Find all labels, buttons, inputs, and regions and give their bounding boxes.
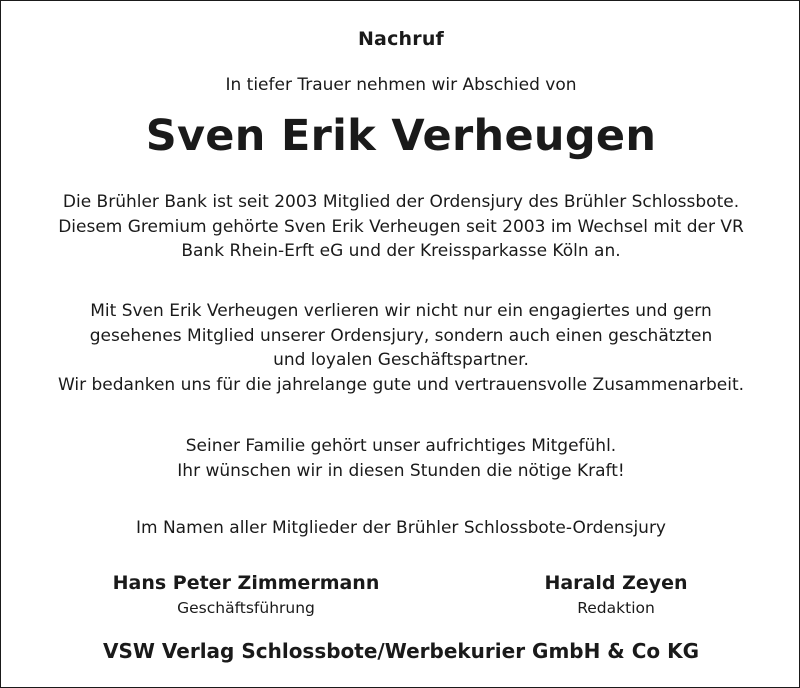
paragraph-line: Diesem Gremium gehörte Sven Erik Verheugen seit 2003 im Wechsel mit der VR	[58, 216, 744, 237]
closing-line: Im Namen aller Mitglieder der Brühler Schlossbote-Ordensjury	[135, 518, 666, 538]
paragraph-condolence	[1, 434, 800, 483]
paragraph-line: gesehenes Mitglied unserer Ordensjury, sondern auch einen geschätzten	[89, 325, 713, 346]
intro-line: In tiefer Trauer nehmen wir Abschied von	[225, 75, 577, 95]
paragraph-line: und loyalen Geschäftspartner.	[273, 350, 529, 370]
paragraph-membership	[1, 190, 800, 264]
company-name: VSW Verlag Schlossbote/Werbekurier GmbH & Co KG	[102, 639, 699, 663]
paragraph-line: Bank Rhein-Erft eG und der Kreissparkasse Köln an.	[181, 241, 621, 261]
signer-role: Geschäftsführung	[177, 599, 315, 617]
notice-heading: Nachruf	[357, 28, 445, 50]
paragraph-line: Wir bedanken uns für die jahrelange gute und vertrauensvolle Zusammenarbeit.	[57, 374, 745, 395]
signer-right	[431, 571, 800, 621]
signer-name: Hans Peter Zimmermann	[112, 572, 380, 594]
deceased-name: Sven Erik Verheugen	[145, 111, 657, 161]
signer-name: Harald Zeyen	[544, 572, 688, 594]
signer-role: Redaktion	[577, 599, 655, 617]
signer-left	[61, 571, 431, 621]
paragraph-line: Seiner Familie gehört unser aufrichtiges Mitgefühl.	[185, 436, 617, 456]
paragraph-line: Ihr wünschen wir in diesen Stunden die nötige Kraft!	[177, 460, 625, 481]
paragraph-tribute	[1, 299, 800, 397]
paragraph-line: Mit Sven Erik Verheugen verlieren wir nicht nur ein engagiertes und gern	[90, 301, 712, 321]
paragraph-line: Die Brühler Bank ist seit 2003 Mitglied der Ordensjury des Brühler Schlossbote.	[62, 192, 740, 212]
